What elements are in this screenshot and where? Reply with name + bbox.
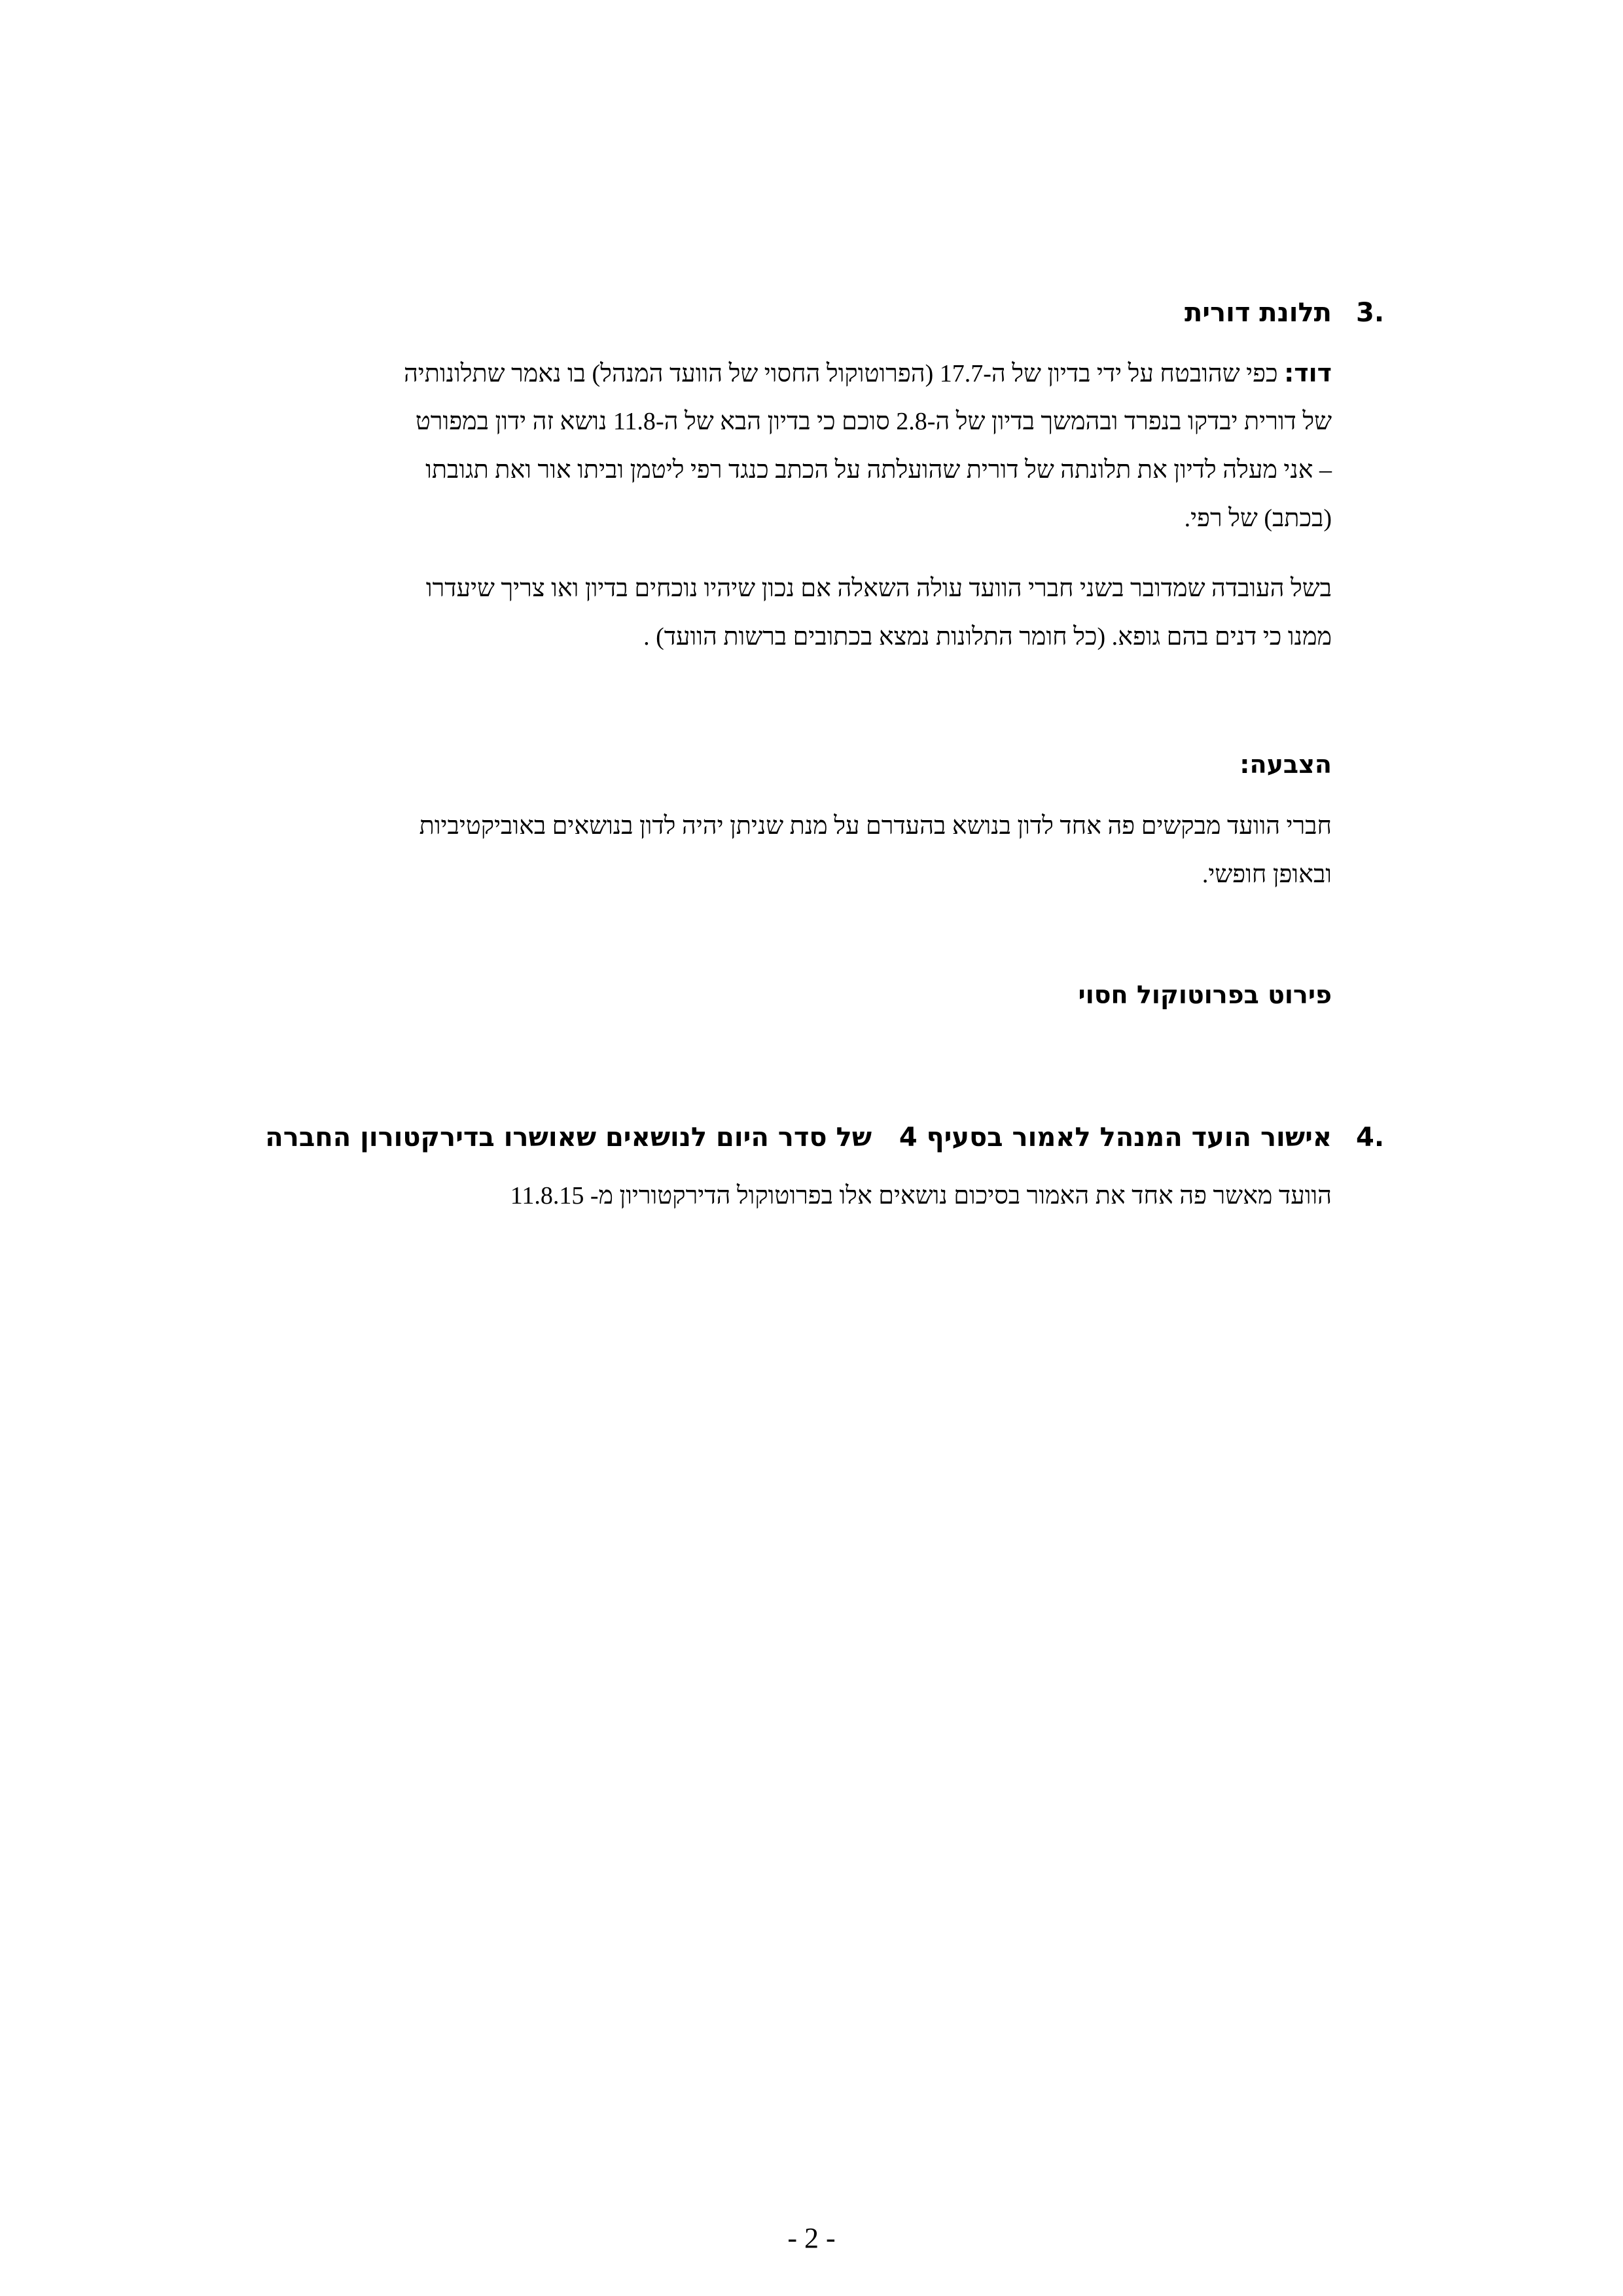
- section-4-number: 4.: [1356, 1122, 1385, 1153]
- vote-paragraph: [164, 802, 1332, 899]
- private-protocol-note: פירוט בפרוטוקול חסוי: [1078, 980, 1332, 1009]
- paragraph-line: ובאופן חופשי.: [1202, 861, 1332, 888]
- speaker-label: דוד:: [1284, 359, 1332, 387]
- section-4-title: אישור הועד המנהל לאמור בסעיף 4 של סדר היום לנושאים שאושרו בדירקטורון החברה: [265, 1122, 1332, 1153]
- vote-heading: הצבעה:: [1240, 750, 1332, 779]
- section-3-title: תלונת דורית: [1184, 298, 1332, 328]
- page-number: - 2 -: [787, 2222, 836, 2254]
- section-3-number: 3.: [1356, 298, 1385, 328]
- paragraph-line: – אני מעלה לדיון את תלונתה של דורית שהועלתה על הכתב כנגד רפי ליטמן וביתו אור ואת תגובתו: [425, 456, 1332, 484]
- paragraph-line: (בכתב) של רפי.: [1184, 505, 1332, 532]
- paragraph-line: דוד: כפי שהובטח על ידי בדיון של ה-17.7 (הפרוטוקול החסוי של הוועד המנהל) בו נאמר שתלונותיה: [403, 359, 1332, 387]
- paragraph-line: חברי הוועד מבקשים פה אחד לדון בנושא בהעדרם על מנת שניתן יהיה לדון בנושאים באוביקטיביות: [419, 812, 1332, 840]
- section-3-paragraph-2: [164, 564, 1332, 661]
- section-4-paragraph: [262, 1172, 1332, 1220]
- paragraph-line: ממנו כי דנים בהם גופא. (כל חומר התלונות נמצא בכתובים ברשות הוועד) .: [643, 623, 1332, 651]
- paragraph-line: של דורית יבדקו בנפרד ובהמשך בדיון של ה-2.8 סוכם כי בדיון הבא של ה-11.8 נושא זה ידון במפורט: [415, 408, 1332, 435]
- section-3-paragraph-1: [164, 349, 1332, 543]
- paragraph-line: הוועד מאשר פה אחד את האמור בסיכום נושאים אלו בפרוטוקול הדירקטוריון מ- 11.8.15: [510, 1182, 1332, 1210]
- paragraph-line: בשל העובדה שמדובר בשני חברי הוועד עולה השאלה אם נכון שיהיו נוכחים בדיון ואו צריך שיעדרו: [425, 575, 1332, 602]
